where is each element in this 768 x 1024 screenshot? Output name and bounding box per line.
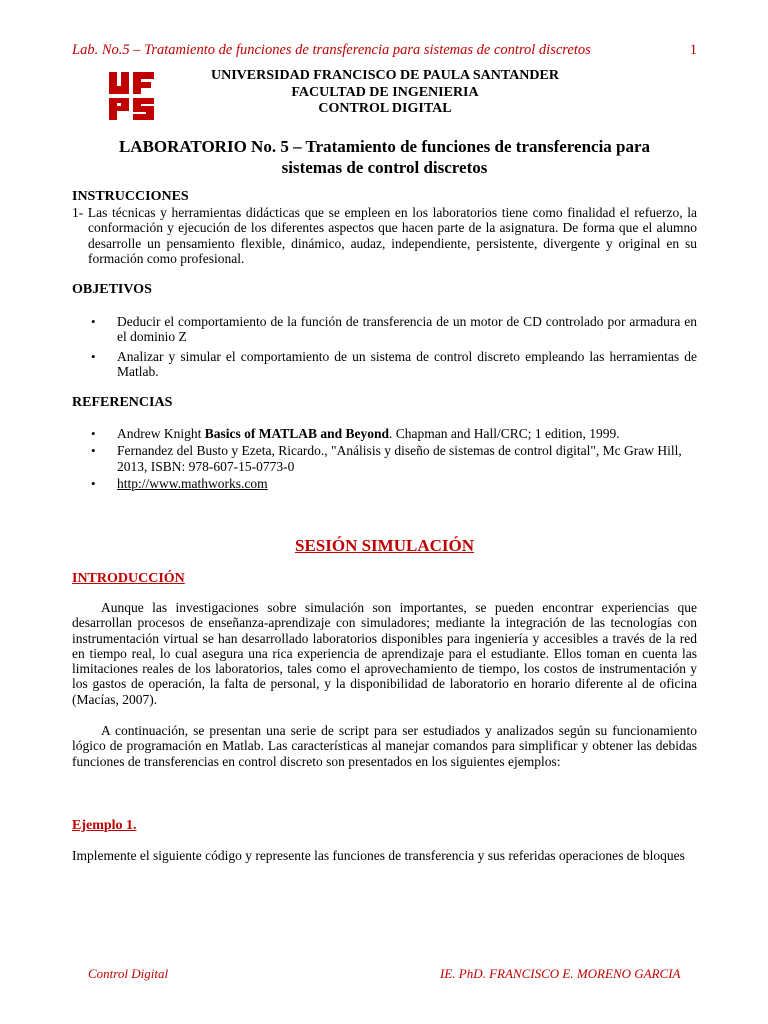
mathworks-link[interactable]: http://www.mathworks.com xyxy=(117,475,268,491)
running-title: Lab. No.5 – Tratamiento de funciones de transferencia para sistemas de control discretos xyxy=(72,42,591,58)
lab-title-line1: LABORATORIO No. 5 – Tratamiento de funciones de transferencia para xyxy=(118,137,651,156)
session-title: SESIÓN SIMULACIÓN xyxy=(294,536,474,555)
reference-publisher: . Chapman and Hall/CRC; 1 edition, 1999. xyxy=(389,426,620,441)
course-name: CONTROL DIGITAL xyxy=(318,101,452,116)
university-name: UNIVERSIDAD FRANCISCO DE PAULA SANTANDER xyxy=(211,68,559,83)
introduccion-heading: INTRODUCCIÓN xyxy=(72,571,185,586)
institution-block xyxy=(165,68,605,118)
referencias-list xyxy=(72,426,697,495)
running-header xyxy=(72,42,697,59)
list-item: • Deducir el comportamiento de la función de transferencia de un motor de CD controlado por armadura en el dominio Z xyxy=(72,314,697,345)
list-item xyxy=(72,476,697,491)
list-item xyxy=(72,426,697,441)
footer-course: Control Digital xyxy=(88,966,169,981)
faculty-name: FACULTAD DE INGENIERIA xyxy=(291,84,479,100)
objetivos-list xyxy=(72,314,697,383)
example-heading: Ejemplo 1. xyxy=(72,818,137,833)
instrucciones-heading: INSTRUCCIONES xyxy=(72,189,189,204)
referencias-heading: REFERENCIAS xyxy=(72,395,173,410)
ufps-logo xyxy=(108,70,156,122)
reference-author: Andrew Knight xyxy=(117,426,205,441)
list-item: • Analizar y simular el comportamiento de un sistema de control discreto empleando las herramientas de Matlab. xyxy=(72,349,697,380)
page-number: 1 xyxy=(689,42,697,58)
instrucciones-text: 1- Las técnicas y herramientas didácticas que se empleen en los laboratorios tiene como finalidad el refuerzo, la conformación y ejecución de los diferentes aspectos que hacen parte de la asignatura. De forma que el alumno desarrolle un pensamiento flexible, dinámico, audaz, independiente, persistente, divergente y original en su formación como profesional. xyxy=(72,205,697,266)
reference-book-title: Basics of MATLAB and Beyond xyxy=(204,426,390,441)
objetivos-heading: OBJETIVOS xyxy=(72,282,152,297)
lab-title xyxy=(72,136,697,178)
lab-title-line2: sistemas de control discretos xyxy=(281,158,488,177)
list-item: • Fernandez del Busto y Ezeta, Ricardo., "Análisis y diseño de sistemas de control digital", Mc Graw Hill, 2013, ISBN: 978-607-15-0773-0 xyxy=(72,443,697,474)
footer-author: IE. PhD. FRANCISCO E. MORENO GARCIA xyxy=(440,966,681,981)
intro-paragraph-1: Aunque las investigaciones sobre simulación son importantes, se pueden encontrar experiencias que desarrollan procesos de enseñanza-aprendizaje con simuladores; mediante la integración de las tecnologías con instrumentación virtual se han desarrollado laboratorios disponibles para ingeniería y accesibles a través de la red en tiempo real, lo cual asegura una rica experiencia de aprendizaje para el estudiante. Ellos toman en cuenta las limitaciones reales de los laboratorios, tales como el aprovechamiento de tiempo, los costos de instrumentación y los gastos de operación, la falta de personal, y la disponibilidad de laboratorio en horario diferente al de oficina (Macías, 2007). xyxy=(72,600,697,707)
intro-paragraph-2: A continuación, se presentan una serie de script para ser estudiados y analizados según su funcionamiento lógico de programación en Matlab. Las características al manejar comandos para simplificar y obtener las debidas funciones de transferencias en control discreto son presentados en los siguientes ejemplos: xyxy=(72,723,697,769)
example-text: Implemente el siguiente código y represente las funciones de transferencia y sus referidas operaciones de bloques xyxy=(72,848,685,863)
